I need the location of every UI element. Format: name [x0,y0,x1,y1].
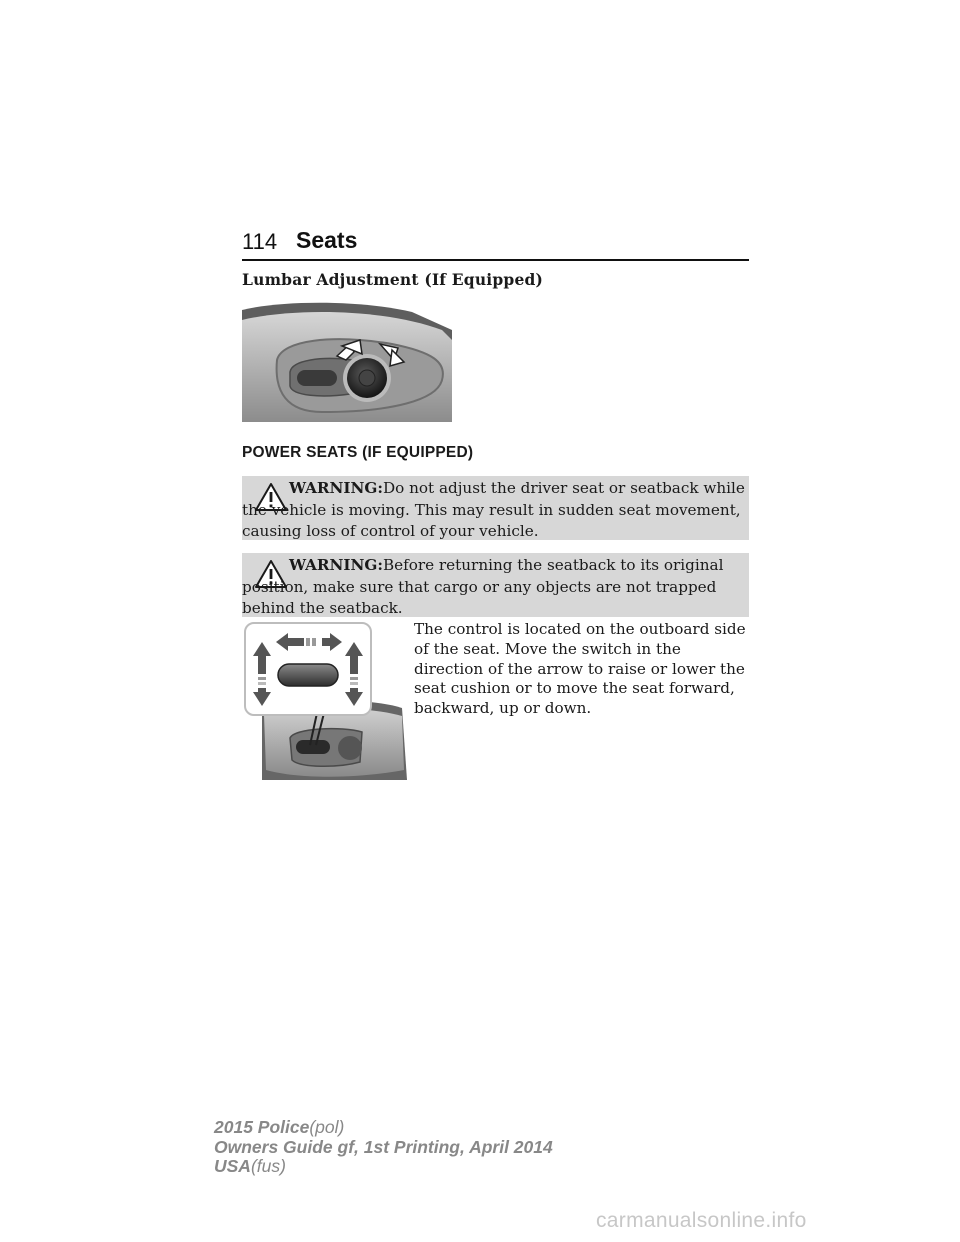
warning-text [242,555,747,620]
footer-model-line [214,1118,553,1138]
power-seats-heading: POWER SEATS (IF EQUIPPED) [242,444,474,461]
lumbar-knob-illustration [242,300,452,422]
warning-box [242,553,749,617]
footer-market-code: (fus) [250,1156,286,1176]
footer-guide-line: Owners Guide gf, 1st Printing, April 2014 [214,1136,553,1157]
warning-box [242,476,749,540]
footer-model: 2015 Police [214,1117,310,1137]
header-divider [242,259,749,261]
lumbar-heading: Lumbar Adjustment (If Equipped) [242,270,544,289]
section-title: Seats [296,227,358,253]
warning-text [242,478,747,543]
watermark: carmanualsonline.info [596,1209,807,1232]
warning-body: Do not adjust the driver seat or seatback while the vehicle is moving. This may result in sudden seat movement, causing loss of control of your vehicle. [242,479,745,540]
warning-label: WARNING: [289,556,383,574]
footer-market-line [214,1157,553,1177]
power-seat-control-illustration [242,620,407,780]
footer-model-code: (pol) [309,1117,345,1137]
footer-market: USA [214,1156,251,1176]
page-number: 114 [242,229,278,254]
power-seat-instruction: The control is located on the outboard side of the seat. Move the switch in the direction of the arrow to raise or lower the seat cushion or to move the seat forward, backward, up or down. [414,620,746,718]
warning-label: WARNING: [289,479,383,497]
warning-body: Before returning the seatback to its original position, make sure that cargo or any objects are not trapped behind the seatback. [242,556,724,617]
document-footer [214,1118,553,1177]
